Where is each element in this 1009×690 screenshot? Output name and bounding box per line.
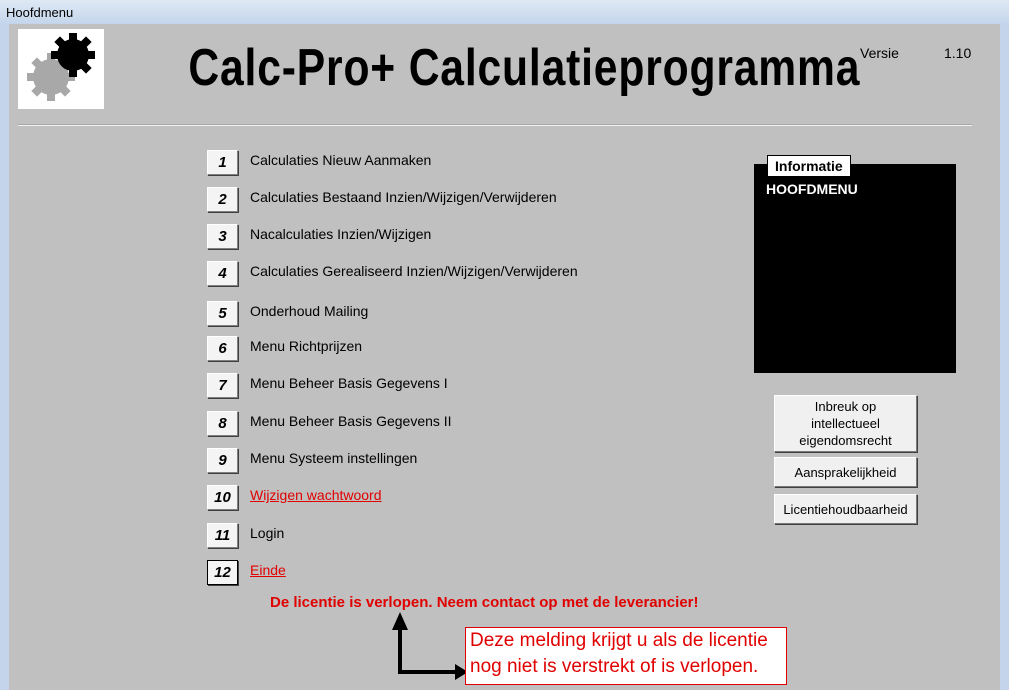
window-frame-right [1000,24,1009,690]
annotation-callout [465,627,787,685]
menu-item-1[interactable] [207,150,727,176]
menu-button-11[interactable]: 11 [207,523,238,548]
menu-item-3[interactable] [207,224,727,250]
menu-item-7[interactable] [207,373,727,399]
license-holder-button[interactable]: Licentiehoudbaarheid [774,494,917,524]
menu-item-10[interactable] [207,485,727,511]
menu-button-9[interactable]: 9 [207,448,238,473]
menu-button-10[interactable]: 10 [207,485,238,510]
gears-logo [18,29,104,109]
menu-item-6[interactable] [207,336,727,362]
menu-label-1[interactable]: Calculaties Nieuw Aanmaken [250,152,432,168]
menu-label-6[interactable]: Menu Richtprijzen [250,338,363,354]
menu-button-8[interactable]: 8 [207,411,238,436]
menu-label-5[interactable]: Onderhoud Mailing [250,303,369,319]
window-titlebar [0,0,1009,25]
annotation-line-2: nog niet is verstrekt of is verlopen. [470,656,759,677]
menu-item-8[interactable] [207,411,727,437]
menu-item-5[interactable] [207,301,727,327]
app-title: Calc-Pro+ Calculatieprogramma [188,39,861,97]
liability-button[interactable]: Aansprakelijkheid [774,457,917,487]
window-frame-left [0,24,9,690]
menu-button-7[interactable]: 7 [207,373,238,398]
menu-button-5[interactable]: 5 [207,301,238,326]
menu-button-6[interactable]: 6 [207,336,238,361]
menu-button-3[interactable]: 3 [207,224,238,249]
menu-item-11[interactable] [207,523,727,549]
menu-button-2[interactable]: 2 [207,187,238,212]
menu-button-12[interactable]: 12 [207,560,238,585]
version-label: Versie [860,45,899,61]
infringement-line-2: intellectueel [811,416,880,431]
menu-label-9[interactable]: Menu Systeem instellingen [250,450,418,466]
info-panel-content: HOOFDMENU [766,181,858,197]
infringement-line-3: eigendomsrecht [799,433,892,448]
info-panel-tab: Informatie [767,155,851,177]
version-number: 1.10 [944,45,972,61]
menu-button-1[interactable]: 1 [207,150,238,175]
annotation-line-1: Deze melding krijgt u als de licentie [470,630,768,651]
menu-label-2[interactable]: Calculaties Bestaand Inzien/Wijzigen/Verwijderen [250,189,557,205]
menu-item-2[interactable] [207,187,727,213]
infringement-line-1: Inbreuk op [814,399,877,414]
header-divider [18,124,972,126]
menu-label-8[interactable]: Menu Beheer Basis Gegevens II [250,413,452,429]
menu-button-4[interactable]: 4 [207,261,238,286]
license-expired-message: De licentie is verlopen. Neem contact op met de leverancier! [270,594,699,611]
menu-label-4[interactable]: Calculaties Gerealiseerd Inzien/Wijzigen/Verwijderen [250,263,578,279]
menu-label-7[interactable]: Menu Beheer Basis Gegevens I [250,375,448,391]
exit-link[interactable]: Einde [250,562,286,578]
menu-label-11[interactable]: Login [250,525,285,541]
annotation-arrow-icon [385,612,475,682]
window-title: Hoofdmenu [6,5,74,20]
infringement-button[interactable] [774,395,917,452]
gears-icon [18,29,104,109]
change-password-link[interactable]: Wijzigen wachtwoord [250,487,382,503]
menu-item-4[interactable] [207,261,727,287]
menu-item-9[interactable] [207,448,727,474]
menu-label-3[interactable]: Nacalculaties Inzien/Wijzigen [250,226,432,242]
menu-item-12[interactable] [207,560,727,586]
